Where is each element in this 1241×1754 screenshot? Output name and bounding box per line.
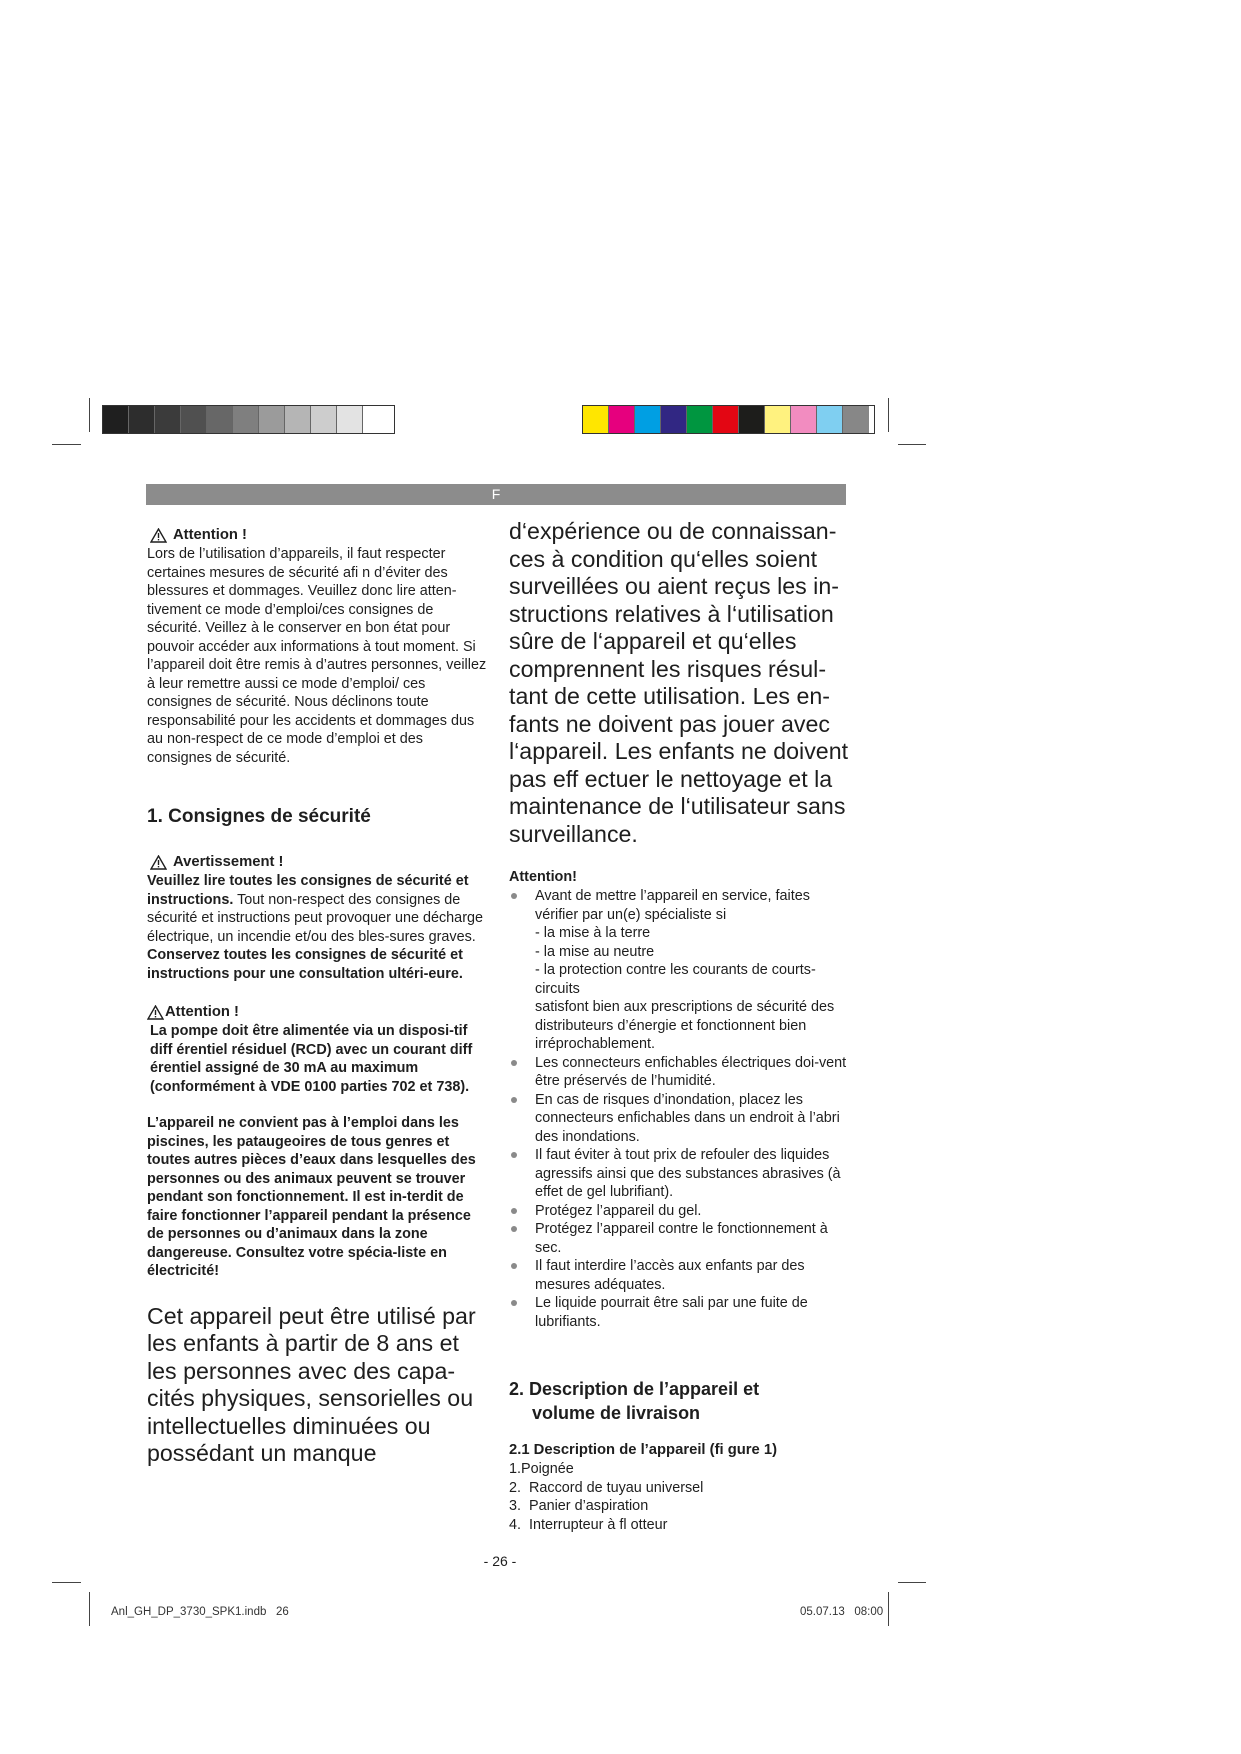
attention-title: Attention ! — [173, 527, 247, 543]
section-1-title: 1. Consignes de sécurité — [147, 806, 371, 827]
gray-swatch — [311, 406, 337, 433]
color-swatch — [635, 406, 661, 433]
list-item: 3. Panier d’aspiration — [509, 1498, 649, 1514]
crop-mark — [89, 1592, 90, 1626]
list-item: 1.Poignée — [509, 1461, 574, 1477]
crop-mark — [888, 1592, 889, 1626]
gray-swatch — [233, 406, 259, 433]
color-swatch — [739, 406, 765, 433]
color-calibration-bar — [582, 405, 875, 434]
gray-swatch — [103, 406, 129, 433]
rcd-text: La pompe doit être alimentée via un disposi-tif diff érentiel résiduel (RCD) avec un courant diff érentiel assigné de 30 mA au maximum (conformément à VDE 0100 parties 702 et 738). — [150, 1023, 473, 1095]
attention-title-3: Attention! — [509, 869, 577, 885]
gray-swatch — [337, 406, 363, 433]
list-item: Le liquide pourrait être sali par une fuite de lubrifiants. — [509, 1294, 849, 1331]
color-swatch — [687, 406, 713, 433]
bullet-intro: Avant de mettre l’appareil en service, faites vérifier par un(e) spécialiste si — [535, 888, 810, 923]
children-text-continued: d‘expérience ou de connaissan-ces à condition qu‘elles soient surveillées ou aient reçus les in-structions relatives à l‘utilisation sûre de l‘appareil et qu‘elles comprennent les risques résul-tant de cette utilisation. Les en-fants ne doivent pas jouer avec l‘appareil. Les enfants ne doivent pas eff ectuer le nettoyage et la maintenance de l‘utilisateur sans surveillance. — [509, 518, 849, 847]
gray-swatch — [181, 406, 207, 433]
gray-swatch — [363, 406, 389, 433]
parts-list — [509, 1460, 849, 1534]
list-item: Il faut interdire l’accès aux enfants par des mesures adéquates. — [509, 1257, 849, 1294]
warning-body-text: Tout non-respect des consignes de sécurité et instructions peut provoquer une décharge électrique, un incendie et/ou des bles-sures graves. — [147, 891, 483, 945]
attention-text: Lors de l’utilisation d’appareils, il faut respecter certaines mesures de sécurité afi n d’éviter des blessures et dommages. Veuillez donc lire atten-tivement ce mode d’emploi/ces consignes de sécurité. Veillez à le conserver en bon état pour pouvoir accéder aux informations à tout moment. Si l’appareil doit être remis à d’autres personnes, veillez à leur remettre aussi ce mode d’emploi/ ces consignes de sécurité. Nous déclinons toute responsabilité pour les accidents et dommages dus au non-respect de ce mode d’emploi et des consignes de sécurité. — [147, 546, 487, 766]
crop-mark — [888, 398, 889, 432]
footer-filename: Anl_GH_DP_3730_SPK1.indb 26 — [111, 1606, 289, 1618]
list-item: 4. Interrupteur à fl otteur — [509, 1516, 668, 1533]
warning-title: Avertissement ! — [173, 854, 284, 870]
safety-bullet-list — [509, 887, 849, 1331]
language-header: F — [146, 484, 846, 505]
section-2-title-line1: 2. Description de l’appareil et — [509, 1379, 760, 1399]
color-swatch — [817, 406, 843, 433]
warning-triangle-icon — [150, 528, 167, 543]
list-item: Les connecteurs enfichables électriques doi-vent être préservés de l’humidité. — [509, 1054, 849, 1091]
gray-swatch — [155, 406, 181, 433]
gray-swatch — [207, 406, 233, 433]
gray-swatch — [285, 406, 311, 433]
crop-mark — [898, 1582, 926, 1583]
footer-date: 05.07.13 08:00 — [800, 1606, 884, 1618]
color-swatch — [661, 406, 687, 433]
children-text: Cet appareil peut être utilisé par les enfants à partir de 8 ans et les personnes avec des capa-cités physiques, sensorielles ou intellectuelles diminuées ou possédant un manque — [147, 1302, 476, 1466]
list-item: 2. Raccord de tuyau universel — [509, 1479, 704, 1496]
gray-calibration-bar — [102, 405, 395, 434]
color-swatch — [583, 406, 609, 433]
warning-triangle-icon — [150, 855, 167, 870]
page-number: - 26 - — [483, 1553, 517, 1569]
color-swatch — [713, 406, 739, 433]
color-swatch — [765, 406, 791, 433]
gray-swatch — [259, 406, 285, 433]
section-2-title — [509, 1377, 849, 1425]
crop-mark — [89, 398, 90, 432]
sub-item-short-circuit: - la protection contre les courants de courts-circuits — [535, 962, 816, 997]
warning-keep-text: Conservez toutes les consignes de sécurité et instructions pour une consultation ultéri-eure. — [147, 947, 463, 982]
section-2-title-line2: volume de livraison — [532, 1403, 701, 1423]
crop-mark — [52, 1582, 81, 1583]
bullet-outro: satisfont bien aux prescriptions de sécurité des distributeurs d’énergie et fonctionnent bien irréprochablement. — [535, 999, 835, 1052]
list-item: Protégez l’appareil contre le fonctionnement à sec. — [509, 1220, 849, 1257]
list-item: Il faut éviter à tout prix de refouler des liquides agressifs ainsi que des substances abrasives (à effet de gel lubrifiant). — [509, 1146, 849, 1202]
sub-item-neutral: - la mise au neutre — [535, 943, 655, 960]
attention-title-2: Attention ! — [165, 1004, 239, 1020]
warning-text — [147, 872, 487, 946]
color-swatch — [609, 406, 635, 433]
gray-swatch — [129, 406, 155, 433]
list-item — [509, 887, 849, 1054]
right-column — [509, 518, 849, 1534]
pool-text: L’appareil ne convient pas à l’emploi dans les piscines, les pataugeoires de tous genres et toutes autres pièces d’eaux dans lesquelles des personnes ou des animaux peuvent se trouver pendant son fonctionnement. Il est in-terdit de faire fonctionner l’appareil pendant la présence de personnes ou d’animaux dans la zone dangereuse. Consultez votre spécia-liste en électricité! — [147, 1115, 476, 1279]
left-column — [147, 526, 487, 1468]
attention-heading-2 — [147, 1003, 487, 1022]
attention-heading — [150, 526, 487, 545]
color-swatch — [791, 406, 817, 433]
section-2-1-title: 2.1 Description de l’appareil (fi gure 1) — [509, 1442, 778, 1458]
warning-bold-text: Veuillez lire toutes les consignes de sécurité et instructions. — [147, 873, 469, 908]
crop-mark — [52, 444, 81, 445]
color-swatch — [843, 406, 869, 433]
warning-heading — [150, 853, 487, 872]
warning-triangle-icon — [147, 1005, 164, 1020]
list-item: En cas de risques d’inondation, placez les connecteurs enfichables dans un endroit à l’abri des inondations. — [509, 1091, 849, 1147]
sub-item-earth: - la mise à la terre — [535, 925, 651, 941]
crop-mark — [898, 444, 926, 445]
list-item: Protégez l’appareil du gel. — [509, 1202, 849, 1221]
